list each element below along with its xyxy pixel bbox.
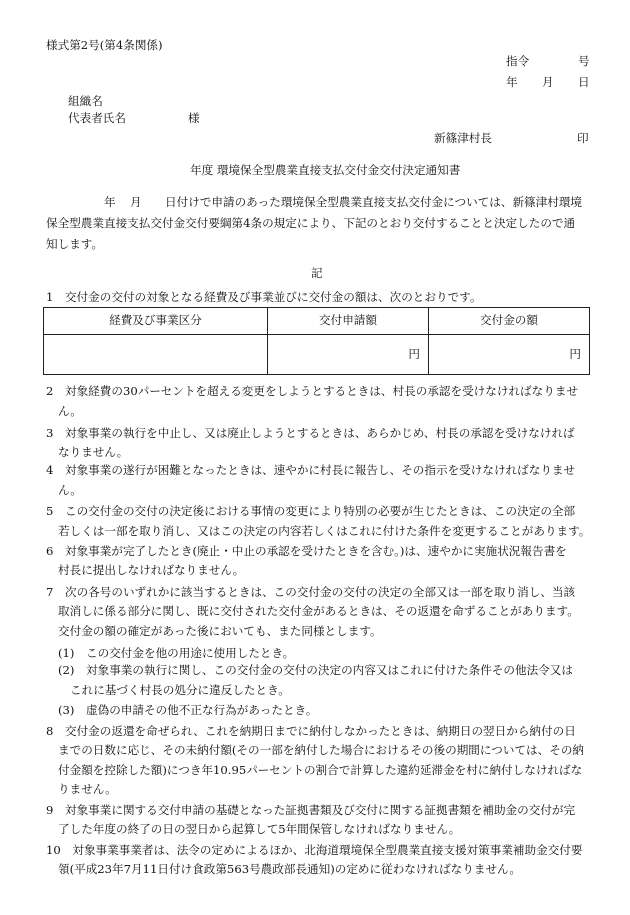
item-7-sub-2-line-2: これに基づく村長の処分に違反したとき。 <box>70 683 290 697</box>
header-expense-category: 経費及び事業区分 <box>44 308 268 335</box>
header-applied-amount: 交付申請額 <box>268 308 429 335</box>
header-grant-amount: 交付金の額 <box>429 308 590 335</box>
item-7-sub-3: (3) 虚偽の申請その他不正な行為があったとき。 <box>58 703 318 717</box>
sender-seal: 印 <box>577 131 589 145</box>
recipient-honorific: 様 <box>188 111 200 125</box>
item-2-line-1: 2 対象経費の30パーセントを超える変更をしようとするときは、村長の承認を受けなければなりませ <box>46 384 579 398</box>
item-1: 1 交付金の交付の対象となる経費及び事業並びに交付金の額は、次のとおりです。 <box>46 290 482 304</box>
item-2-line-2: ん。 <box>58 404 82 418</box>
cell-expense-category <box>44 335 268 375</box>
item-4-line-1: 4 対象事業の遂行が困難となったときは、速やかに村長に報告し、その指示を受けなければなりませ <box>46 463 576 477</box>
item-3-line-2: なりません。 <box>58 445 129 459</box>
item-9-line-1: 9 対象事業に関する交付申請の基礎となった証拠書類及び交付に関する証拠書類を補助金の交付が完 <box>46 803 576 817</box>
intro-line-1: 日付けで申請のあった環境保全型農業直接支払交付金については、新篠津村環境 <box>165 195 583 209</box>
document-title: 年度 環境保全型農業直接支払交付金交付決定通知書 <box>190 163 461 177</box>
form-number: 様式第2号(第4条関係) <box>46 38 163 52</box>
item-7-sub-2-line-1: (2) 対象事業の執行に関し、この交付金の交付の決定の内容又はこれに付けた条件その他法令又は <box>58 663 573 677</box>
item-7-line-1: 7 次の各号のいずれかに該当するときは、この交付金の交付の決定の全部又は一部を取り消し、当該 <box>46 585 576 599</box>
item-8-line-3: 付金額を控除した額)につき年10.95パーセントの割合で計算した違約延滞金を村に納付しなければな <box>58 763 583 777</box>
item-8-line-4: りません。 <box>58 782 117 796</box>
date-day: 日 <box>578 75 590 89</box>
item-8-line-1: 8 交付金の返還を命ぜられ、これを納期日までに納付しなかったときは、納期日の翌日から納付の日 <box>46 724 576 738</box>
reference-suffix: 号 <box>578 54 590 68</box>
recipient-organization: 組織名 <box>68 94 103 108</box>
reference-label: 指令 <box>506 54 530 68</box>
item-5-line-2: 若しくは一部を取り消し、又はこの決定の内容若しくはこれに付けた条件を変更することがあります。 <box>58 524 591 538</box>
item-6-line-1: 6 対象事業が完了したとき(廃止・中止の承認を受けたときを含む。)は、速やかに実施状況報告書を <box>46 544 567 558</box>
table-header-row <box>44 308 590 335</box>
item-5-line-1: 5 この交付金の交付の決定後における事情の変更により特別の必要が生じたときは、この決定の全部 <box>46 504 576 518</box>
item-9-line-2: 了した年度の終了の日の翌日から起算して5年間保管しなければなりません。 <box>58 822 461 836</box>
date-month: 月 <box>542 75 554 89</box>
item-4-line-2: ん。 <box>58 483 82 497</box>
item-6-line-2: 村長に提出しなければなりません。 <box>58 563 245 577</box>
sender-name: 新篠津村長 <box>434 131 492 145</box>
table-row <box>44 335 590 375</box>
intro-year: 年 <box>104 195 116 209</box>
ki-heading: 記 <box>311 266 323 280</box>
item-7-line-2: 取消しに係る部分に関し、既に交付された交付金があるときは、その返還を命ずることがあります。 <box>58 604 579 618</box>
item-8-line-2: までの日数に応じ、その未納付額(その一部を納付した場合におけるその後の期間については、その納 <box>58 743 585 757</box>
item-7-sub-1: (1) この交付金を他の用途に使用したとき。 <box>58 646 295 660</box>
intro-line-3: 知します。 <box>46 237 104 251</box>
date-year: 年 <box>506 75 518 89</box>
cell-grant-amount: 円 <box>429 335 590 375</box>
item-3-line-1: 3 対象事業の執行を中止し、又は廃止しようとするときは、あらかじめ、村長の承認を受けなければ <box>46 426 575 440</box>
intro-month: 月 <box>130 195 142 209</box>
cell-applied-amount: 円 <box>268 335 429 375</box>
grant-table <box>43 307 590 375</box>
recipient-representative: 代表者氏名 <box>68 111 126 125</box>
item-10-line-1: 10 対象事業事業者は、法令の定めによるほか、北海道環境保全型農業直接支援対策事業補助金交付要 <box>46 843 583 857</box>
item-7-line-3: 交付金の額の確定があった後においても、また同様とします。 <box>58 624 382 638</box>
intro-line-2: 保全型農業直接支払交付金交付要綱第4条の規定により、下記のとおり交付することと決定したので通 <box>46 216 576 230</box>
item-10-line-2: 領(平成23年7月11日付け食政第563号農政部長通知)の定めに従わなければなりません。 <box>58 862 521 876</box>
